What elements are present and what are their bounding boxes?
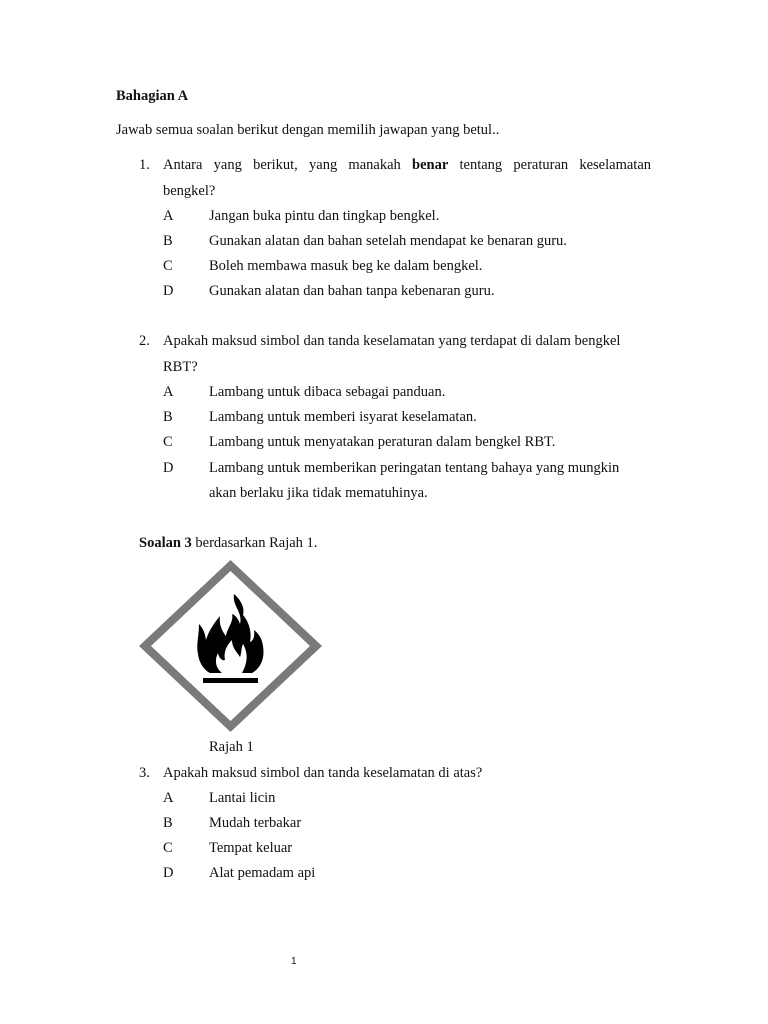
option-letter: D: [163, 865, 174, 881]
option-letter: A: [163, 790, 174, 806]
option-text: Mudah terbakar: [209, 815, 302, 831]
option-letter: B: [163, 233, 173, 249]
question-intro-emphasis: Soalan 3: [139, 535, 192, 551]
question-3-intro: [139, 535, 317, 552]
question-number: 3.: [139, 765, 150, 781]
option-text: Tempat keluar: [209, 840, 293, 856]
question-text: [163, 157, 651, 174]
option-letter: D: [163, 283, 174, 299]
option-letter: C: [163, 258, 173, 274]
option-text: Lambang untuk memberikan peringatan tentang bahaya yang mungkin: [209, 460, 620, 476]
option-text: Lambang untuk menyatakan peraturan dalam bengkel RBT.: [209, 434, 556, 450]
question-text: Apakah maksud simbol dan tanda keselamatan di atas?: [163, 765, 483, 781]
option-text: Alat pemadam api: [209, 865, 316, 881]
question-text-emphasis: benar: [412, 157, 449, 173]
option-letter: A: [163, 384, 174, 400]
question-text-line2: bengkel?: [163, 183, 216, 199]
option-letter: C: [163, 434, 173, 450]
option-text: Lantai licin: [209, 790, 276, 806]
option-letter: B: [163, 409, 173, 425]
question-intro-rest: berdasarkan Rajah 1.: [191, 535, 318, 551]
question-number: 2.: [139, 333, 150, 349]
option-letter: D: [163, 460, 174, 476]
page-number: 1: [291, 956, 297, 967]
question-text-part: Antara yang berikut, yang manakah: [163, 157, 401, 173]
section-instruction: Jawab semua soalan berikut dengan memilih jawapan yang betul..: [116, 122, 500, 138]
option-text: Gunakan alatan dan bahan setelah mendapat ke benaran guru.: [209, 233, 567, 249]
question-text: Apakah maksud simbol dan tanda keselamatan yang terdapat di dalam bengkel: [163, 333, 621, 349]
option-text: Boleh membawa masuk beg ke dalam bengkel.: [209, 258, 483, 274]
question-text-part: tentang peraturan keselamatan: [459, 157, 652, 173]
figure-caption: Rajah 1: [209, 739, 254, 755]
option-text: Gunakan alatan dan bahan tanpa kebenaran guru.: [209, 283, 495, 299]
option-text: Lambang untuk dibaca sebagai panduan.: [209, 384, 446, 400]
question-number: 1.: [139, 157, 150, 173]
option-text: Jangan buka pintu dan tingkap bengkel.: [209, 208, 440, 224]
option-text-line2: akan berlaku jika tidak mematuhinya.: [209, 485, 428, 501]
option-letter: C: [163, 840, 173, 856]
question-text-line2: RBT?: [163, 359, 198, 375]
flammable-hazard-icon: [139, 560, 322, 732]
option-letter: B: [163, 815, 173, 831]
option-letter: A: [163, 208, 174, 224]
section-title: Bahagian A: [116, 88, 189, 104]
option-text: Lambang untuk memberi isyarat keselamatan.: [209, 409, 477, 425]
